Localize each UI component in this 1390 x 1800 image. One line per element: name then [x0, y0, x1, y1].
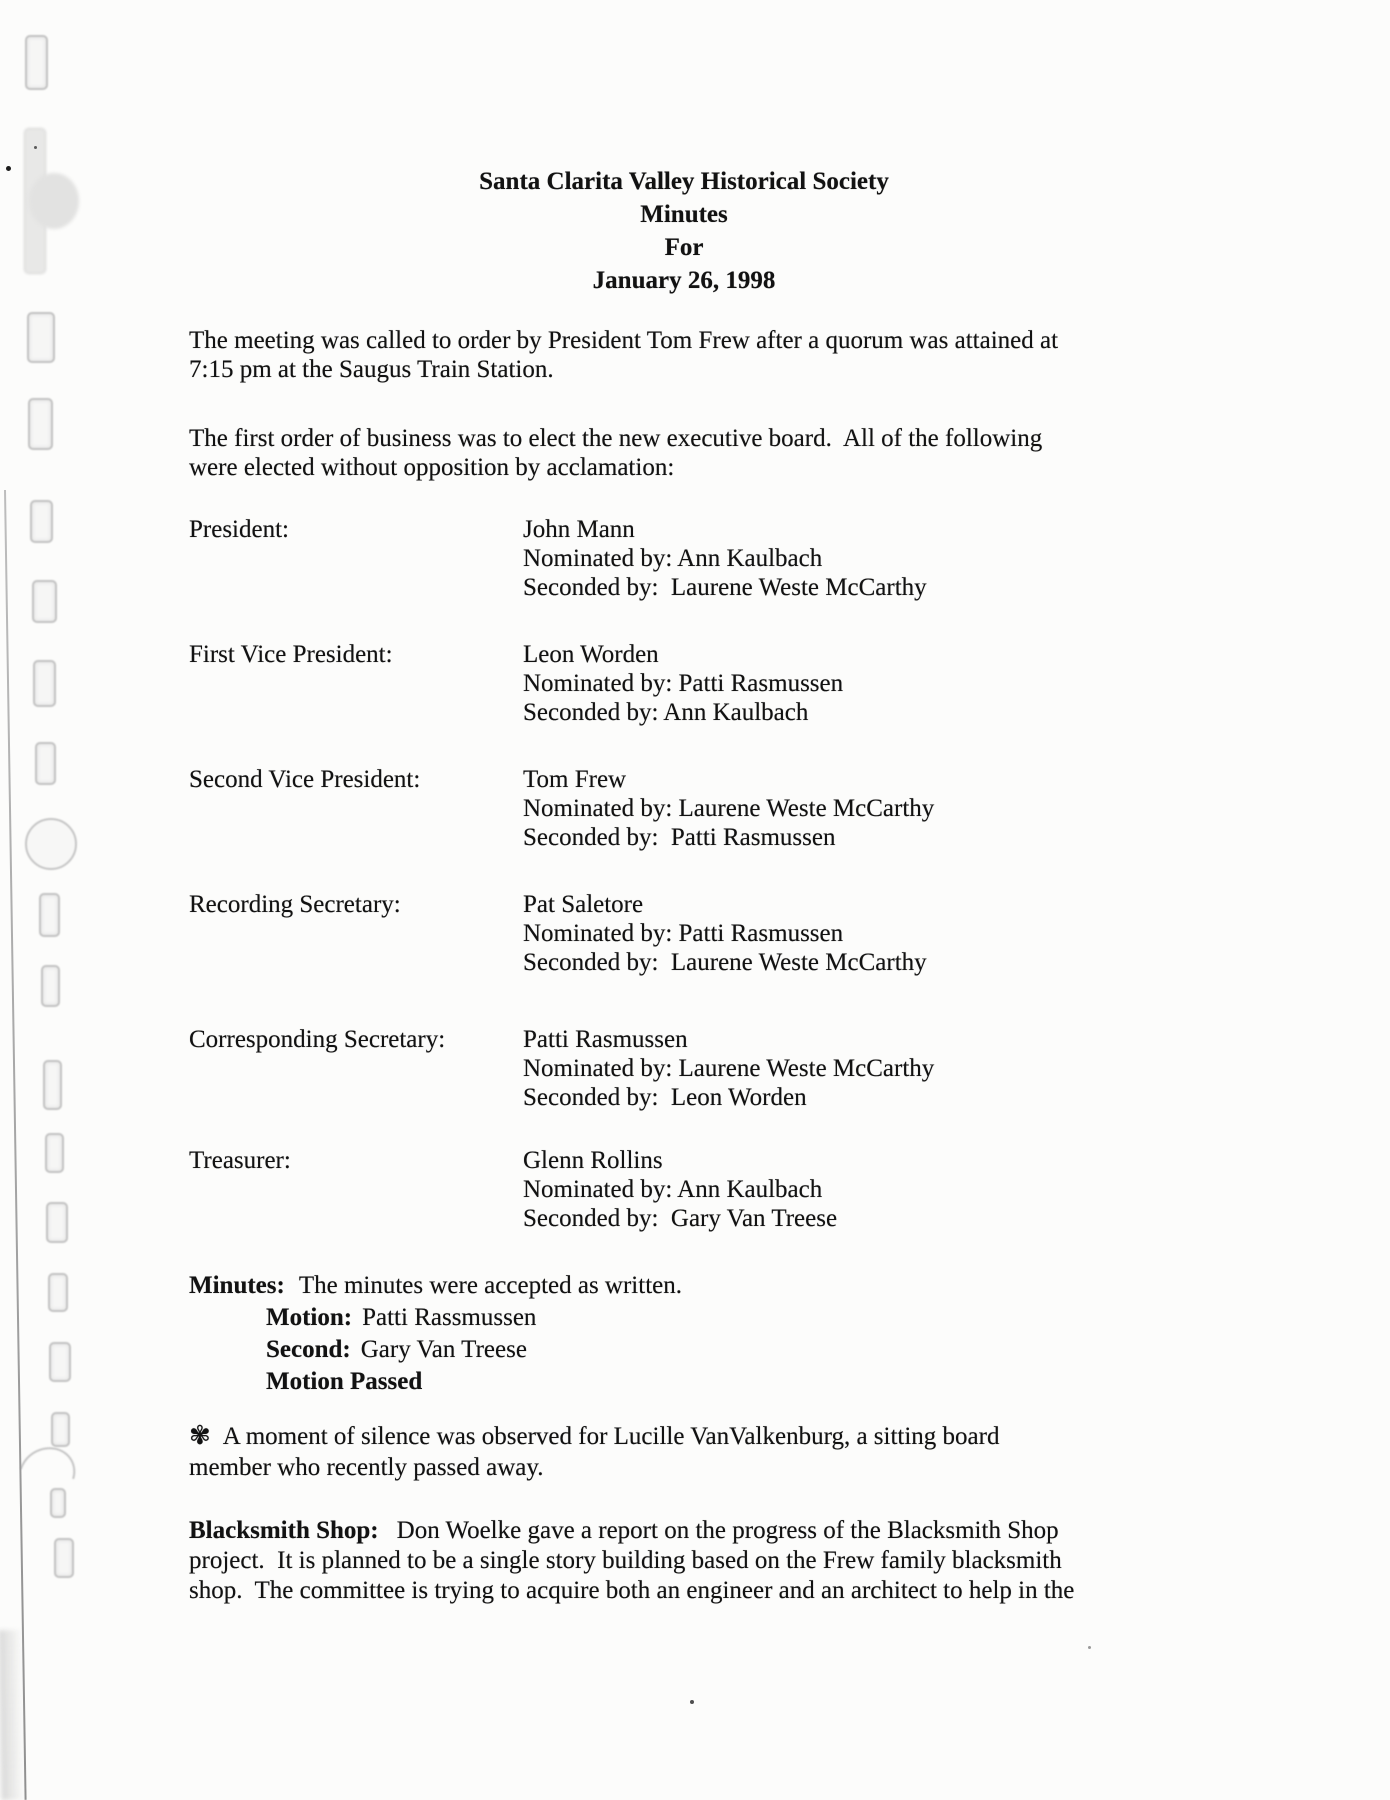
officer-details — [523, 890, 927, 977]
nominated-by: Nominated by: Laurene Weste McCarthy — [523, 795, 935, 822]
binder-hole-artifact — [45, 1133, 64, 1173]
blacksmith-line — [189, 1516, 1179, 1546]
seconded-by: Seconded by: Leon Worden — [523, 1084, 807, 1111]
minutes-label: Minutes: — [189, 1272, 285, 1299]
opening-paragraph — [189, 326, 1179, 384]
minutes-section — [189, 1270, 1179, 1398]
office-label: Recording Secretary: — [189, 891, 401, 918]
scan-speck — [690, 1700, 694, 1704]
officer-details — [523, 765, 934, 852]
binder-hole-artifact — [48, 1273, 68, 1312]
binder-hole-artifact — [25, 818, 77, 870]
silence-line: member who recently passed away. — [189, 1454, 544, 1481]
scan-speck — [34, 146, 37, 149]
second-line — [266, 1334, 1179, 1366]
office-label: Corresponding Secretary: — [189, 1026, 446, 1053]
binder-hole-artifact — [35, 742, 56, 785]
binder-hole-artifact — [25, 35, 48, 90]
nominated-by: Nominated by: Ann Kaulbach — [523, 545, 823, 572]
binder-hole-artifact — [41, 965, 60, 1007]
binder-hole-artifact — [46, 1202, 68, 1243]
nominated-by: Nominated by: Ann Kaulbach — [523, 1176, 823, 1203]
officer-details — [523, 1025, 934, 1112]
binder-hole-artifact — [32, 580, 57, 623]
binder-hole-artifact — [29, 173, 79, 229]
second-name: Gary Van Treese — [360, 1336, 527, 1363]
title-for: For — [664, 234, 704, 261]
election-paragraph — [189, 424, 1179, 482]
binder-hole-artifact — [54, 1538, 74, 1578]
meeting-date: January 26, 1998 — [592, 267, 776, 294]
moment-of-silence-paragraph — [189, 1420, 1179, 1483]
office-label: First Vice President: — [189, 641, 393, 668]
motion-result: Motion Passed — [266, 1368, 423, 1395]
page-edge-line — [4, 490, 27, 1800]
blacksmith-label: Blacksmith Shop: — [189, 1517, 379, 1544]
paragraph-line: The meeting was called to order by President Tom Frew after a quorum was attained at — [189, 327, 1059, 354]
seconded-by: Seconded by: Laurene Weste McCarthy — [523, 949, 927, 976]
scan-speck — [6, 166, 11, 171]
document-title-block — [189, 165, 1179, 297]
binder-hole-artifact — [51, 1412, 70, 1447]
officer-name: Tom Frew — [523, 766, 627, 793]
minutes-text: The minutes were accepted as written. — [298, 1272, 682, 1299]
office-label: Treasurer: — [189, 1147, 291, 1174]
silence-text: A moment of silence was observed for Lucille VanValkenburg, a sitting board — [222, 1423, 1000, 1450]
minutes-line — [189, 1270, 1179, 1302]
officer-details — [523, 1146, 837, 1233]
binder-hole-artifact — [33, 660, 56, 707]
seconded-by: Seconded by: Laurene Weste McCarthy — [523, 574, 927, 601]
blacksmith-line: shop. The committee is trying to acquire both an engineer and an architect to help in the — [189, 1577, 1075, 1604]
motion-label: Motion: — [266, 1304, 353, 1331]
motion-line — [266, 1302, 1179, 1334]
seconded-by: Seconded by: Patti Rasmussen — [523, 824, 836, 851]
officer-details — [523, 515, 927, 602]
flower-icon: ✾ — [189, 1421, 211, 1450]
binder-hole-artifact — [43, 1060, 62, 1110]
binder-hole-artifact — [49, 1342, 71, 1382]
office-label: Second Vice President: — [189, 766, 421, 793]
scan-speck — [1088, 1646, 1091, 1649]
office-label: President: — [189, 516, 289, 543]
motion-name: Patti Rassmussen — [362, 1304, 537, 1331]
officer-name: John Mann — [523, 516, 635, 543]
nominated-by: Nominated by: Patti Rasmussen — [523, 670, 844, 697]
blacksmith-text: Don Woelke gave a report on the progress of the Blacksmith Shop — [396, 1517, 1059, 1544]
blacksmith-line: project. It is planned to be a single story building based on the Frew family blacksmith — [189, 1547, 1062, 1574]
officer-name: Pat Saletore — [523, 891, 644, 918]
binder-hole-artifact — [28, 398, 53, 450]
page-edge-shadow — [0, 1630, 25, 1800]
officer-name: Patti Rasmussen — [523, 1026, 688, 1053]
silence-line — [189, 1420, 1179, 1452]
binder-hole-artifact — [39, 893, 60, 937]
blacksmith-shop-paragraph — [189, 1516, 1179, 1606]
seconded-by: Seconded by: Ann Kaulbach — [523, 699, 809, 726]
doc-type: Minutes — [640, 201, 728, 228]
paragraph-line: were elected without opposition by acclamation: — [189, 454, 675, 481]
seconded-by: Seconded by: Gary Van Treese — [523, 1205, 838, 1232]
binder-hole-artifact — [30, 500, 53, 543]
org-name: Santa Clarita Valley Historical Society — [479, 168, 889, 195]
binder-hole-artifact — [27, 312, 55, 363]
officer-name: Leon Worden — [523, 641, 659, 668]
officer-details — [523, 640, 843, 727]
binder-hole-artifact — [50, 1488, 66, 1518]
paragraph-line: 7:15 pm at the Saugus Train Station. — [189, 356, 554, 383]
nominated-by: Nominated by: Patti Rasmussen — [523, 920, 844, 947]
nominated-by: Nominated by: Laurene Weste McCarthy — [523, 1055, 935, 1082]
officer-name: Glenn Rollins — [523, 1147, 663, 1174]
second-label: Second: — [266, 1336, 351, 1363]
paragraph-line: The first order of business was to elect the new executive board. All of the following — [189, 425, 1043, 452]
